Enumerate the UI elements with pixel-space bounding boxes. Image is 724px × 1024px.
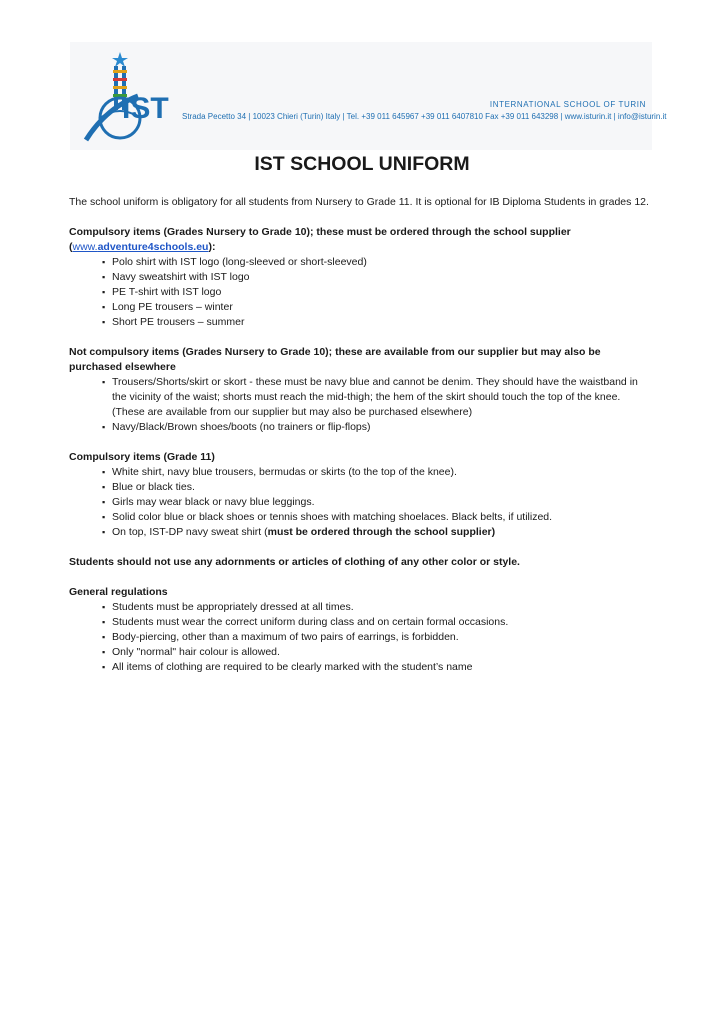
list-item: ▪ Short PE trousers – summer <box>102 315 655 330</box>
list-item <box>102 525 655 540</box>
paren-close: ): <box>208 241 216 253</box>
list-item: ▪ Body-piercing, other than a maximum of two pairs of earrings, is forbidden. <box>102 630 655 645</box>
letterhead <box>70 42 667 150</box>
list-item: ▪ Students must be appropriately dressed at all times. <box>102 600 655 615</box>
compulsory-heading <box>69 225 655 255</box>
paren-open: ( <box>69 241 73 253</box>
compulsory-heading-text: Compulsory items (Grades Nursery to Grade 10); these must be ordered through the school supplier <box>69 226 571 238</box>
list-item: ▪ Navy/Black/Brown shoes/boots (no trainers or flip-flops) <box>102 420 655 435</box>
grade-11-heading: Compulsory items (Grade 11) <box>69 451 215 463</box>
adornments-note: Students should not use any adornments or articles of clothing of any other color or style. <box>69 556 520 568</box>
supplier-link-prefix: www. <box>72 241 98 253</box>
list-item: ▪ Only "normal" hair colour is allowed. <box>102 645 655 660</box>
general-heading: General regulations <box>69 586 168 598</box>
list-item: ▪ Blue or black ties. <box>102 480 655 495</box>
list-item: ▪ PE T-shirt with IST logo <box>102 285 655 300</box>
intro-paragraph: The school uniform is obligatory for all students from Nursery to Grade 11. It is optional for IB Diploma Students in grades 12. <box>69 196 649 208</box>
sweatshirt-note: must be ordered through the school supplier) <box>267 526 496 538</box>
page-title: IST SCHOOL UNIFORM <box>254 153 470 175</box>
list-item: ▪ Girls may wear black or navy blue leggings. <box>102 495 655 510</box>
document-body <box>69 150 655 675</box>
compulsory-list <box>69 255 655 330</box>
list-item: ▪ Long PE trousers – winter <box>102 300 655 315</box>
sweatshirt-text: On top, IST-DP navy sweat shirt ( <box>112 526 268 538</box>
list-item: ▪ All items of clothing are required to be clearly marked with the student’s name <box>102 660 655 675</box>
not-compulsory-heading: Not compulsory items (Grades Nursery to Grade 10); these are available from our supplier but may also be purchased elsewhere <box>69 346 601 373</box>
supplier-link[interactable] <box>73 241 209 253</box>
list-item: ▪ Navy sweatshirt with IST logo <box>102 270 655 285</box>
general-list <box>69 600 655 675</box>
school-name: INTERNATIONAL SCHOOL OF TURIN <box>489 100 646 109</box>
not-compulsory-list <box>69 375 655 435</box>
list-item: ▪ Students must wear the correct uniform during class and on certain formal occasions. <box>102 615 655 630</box>
grade-11-list <box>69 465 655 540</box>
address-line: Strada Pecetto 34 | 10023 Chieri (Turin) Italy | Tel. +39 011 645967 +39 011 6407810 Fax +39 011 643298 | www.isturin.it | info@isturin.it <box>182 112 667 121</box>
list-item: ▪ Trousers/Shorts/skirt or skort - these must be navy blue and cannot be denim. They should have the waistband in the vicinity of the waist; shorts must reach the mid-thigh; the hem of the skirt should touch the top of the knee. (These are available from our supplier but may also be purchased elsewhere) <box>102 375 655 420</box>
supplier-link-domain: adventure4schools.eu <box>97 241 209 253</box>
list-item: ▪ White shirt, navy blue trousers, bermudas or skirts (to the top of the knee). <box>102 465 655 480</box>
logo-text: IST <box>122 92 169 125</box>
list-item: ▪ Polo shirt with IST logo (long-sleeved or short-sleeved) <box>102 255 655 270</box>
list-item: ▪ Solid color blue or black shoes or tennis shoes with matching shoelaces. Black belts, if utilized. <box>102 510 655 525</box>
